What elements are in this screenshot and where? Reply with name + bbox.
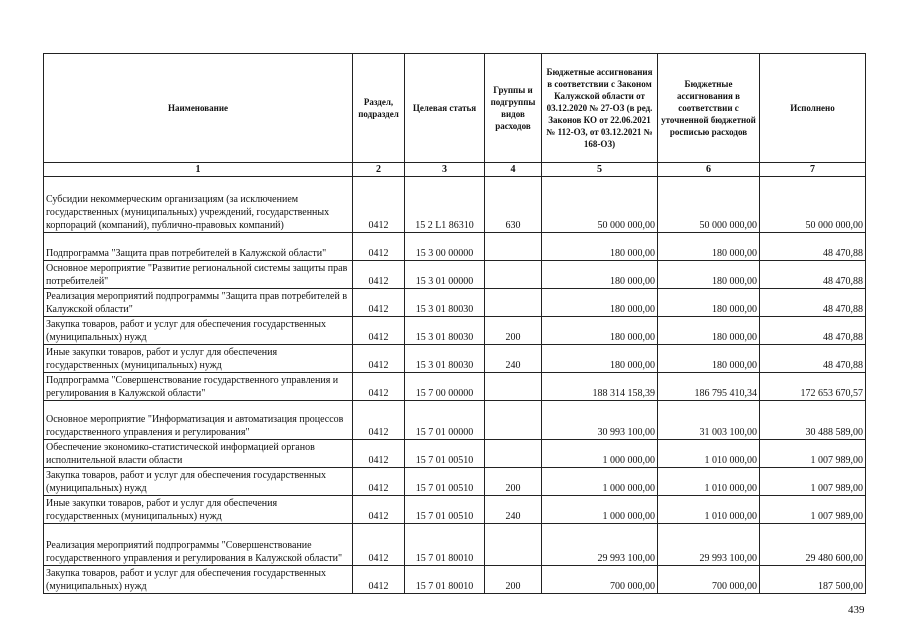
row-executed-amount: 48 470,88 — [760, 261, 866, 289]
row-article: 15 3 01 80030 — [405, 289, 485, 317]
row-section: 0412 — [353, 468, 405, 496]
column-number: 7 — [760, 163, 866, 177]
row-section: 0412 — [353, 317, 405, 345]
row-group — [485, 289, 542, 317]
row-section: 0412 — [353, 401, 405, 440]
row-group — [485, 524, 542, 566]
row-section: 0412 — [353, 440, 405, 468]
budget-table — [43, 53, 866, 594]
row-refined-amount: 180 000,00 — [658, 233, 760, 261]
row-name: Основное мероприятие "Развитие региональной системы защиты прав потребителей" — [44, 261, 353, 289]
row-article: 15 7 01 00510 — [405, 468, 485, 496]
row-group — [485, 440, 542, 468]
row-section: 0412 — [353, 496, 405, 524]
row-refined-amount: 186 795 410,34 — [658, 373, 760, 401]
row-group: 240 — [485, 496, 542, 524]
header-section: Раздел, подраздел — [353, 54, 405, 163]
row-law-amount: 50 000 000,00 — [542, 177, 658, 233]
row-executed-amount: 48 470,88 — [760, 317, 866, 345]
header-law: Бюджетные ассигнования в соответствии с Законом Калужской области от 03.12.2020 № 27-ОЗ (в ред. Законов КО от 22.06.2021 № 112-ОЗ, от 03.12.2021 № 168-ОЗ) — [542, 54, 658, 163]
row-executed-amount: 48 470,88 — [760, 233, 866, 261]
header-groups: Группы и подгруппы видов расходов — [485, 54, 542, 163]
row-name: Иные закупки товаров, работ и услуг для обеспечения государственных (муниципальных) нужд — [44, 496, 353, 524]
row-refined-amount: 700 000,00 — [658, 566, 760, 594]
row-refined-amount: 29 993 100,00 — [658, 524, 760, 566]
row-law-amount: 30 993 100,00 — [542, 401, 658, 440]
row-name: Реализация мероприятий подпрограммы "Защита прав потребителей в Калужской области" — [44, 289, 353, 317]
row-section: 0412 — [353, 233, 405, 261]
row-refined-amount: 1 010 000,00 — [658, 440, 760, 468]
page-number: 439 — [848, 604, 865, 616]
row-article: 15 7 01 00510 — [405, 496, 485, 524]
row-name: Закупка товаров, работ и услуг для обеспечения государственных (муниципальных) нужд — [44, 566, 353, 594]
row-group: 630 — [485, 177, 542, 233]
row-refined-amount: 50 000 000,00 — [658, 177, 760, 233]
row-executed-amount: 48 470,88 — [760, 289, 866, 317]
header-row — [44, 54, 866, 163]
row-executed-amount: 50 000 000,00 — [760, 177, 866, 233]
row-section: 0412 — [353, 345, 405, 373]
table-row — [44, 496, 866, 524]
row-group: 240 — [485, 345, 542, 373]
row-law-amount: 180 000,00 — [542, 261, 658, 289]
row-name: Закупка товаров, работ и услуг для обеспечения государственных (муниципальных) нужд — [44, 317, 353, 345]
row-section: 0412 — [353, 524, 405, 566]
row-refined-amount: 180 000,00 — [658, 317, 760, 345]
row-section: 0412 — [353, 177, 405, 233]
row-law-amount: 1 000 000,00 — [542, 496, 658, 524]
row-group: 200 — [485, 468, 542, 496]
row-executed-amount: 1 007 989,00 — [760, 468, 866, 496]
row-executed-amount: 30 488 589,00 — [760, 401, 866, 440]
row-name: Основное мероприятие "Информатизация и автоматизация процессов государственного управления и регулирования" — [44, 401, 353, 440]
row-group: 200 — [485, 317, 542, 345]
row-name: Подпрограмма "Защита прав потребителей в Калужской области" — [44, 233, 353, 261]
table-row — [44, 261, 866, 289]
row-group: 200 — [485, 566, 542, 594]
row-law-amount: 180 000,00 — [542, 233, 658, 261]
row-executed-amount: 1 007 989,00 — [760, 496, 866, 524]
row-name: Закупка товаров, работ и услуг для обеспечения государственных (муниципальных) нужд — [44, 468, 353, 496]
table-row — [44, 177, 866, 233]
row-executed-amount: 187 500,00 — [760, 566, 866, 594]
row-law-amount: 29 993 100,00 — [542, 524, 658, 566]
row-law-amount: 1 000 000,00 — [542, 440, 658, 468]
header-name: Наименование — [44, 54, 353, 163]
row-group — [485, 261, 542, 289]
row-article: 15 7 01 80010 — [405, 566, 485, 594]
column-number: 6 — [658, 163, 760, 177]
table-row — [44, 440, 866, 468]
row-article: 15 3 01 80030 — [405, 317, 485, 345]
row-refined-amount: 180 000,00 — [658, 261, 760, 289]
column-number: 3 — [405, 163, 485, 177]
row-name: Субсидии некоммерческим организациям (за исключением государственных (муниципальных) учреждений, государственных корпораций (компаний), публично-правовых компаний) — [44, 177, 353, 233]
header-executed: Исполнено — [760, 54, 866, 163]
row-name: Иные закупки товаров, работ и услуг для обеспечения государственных (муниципальных) нужд — [44, 345, 353, 373]
table-row — [44, 317, 866, 345]
row-law-amount: 700 000,00 — [542, 566, 658, 594]
row-section: 0412 — [353, 373, 405, 401]
row-article: 15 3 00 00000 — [405, 233, 485, 261]
row-executed-amount: 48 470,88 — [760, 345, 866, 373]
header-article: Целевая статья — [405, 54, 485, 163]
column-number: 5 — [542, 163, 658, 177]
row-section: 0412 — [353, 289, 405, 317]
row-name: Подпрограмма "Совершенствование государственного управления и регулирования в Калужской области" — [44, 373, 353, 401]
column-number-row — [44, 163, 866, 177]
row-refined-amount: 31 003 100,00 — [658, 401, 760, 440]
row-article: 15 7 01 80010 — [405, 524, 485, 566]
row-refined-amount: 180 000,00 — [658, 289, 760, 317]
row-section: 0412 — [353, 261, 405, 289]
column-number: 1 — [44, 163, 353, 177]
column-number: 4 — [485, 163, 542, 177]
table-row — [44, 524, 866, 566]
row-law-amount: 180 000,00 — [542, 317, 658, 345]
table-row — [44, 566, 866, 594]
row-article: 15 7 01 00000 — [405, 401, 485, 440]
row-group — [485, 401, 542, 440]
row-refined-amount: 180 000,00 — [658, 345, 760, 373]
row-refined-amount: 1 010 000,00 — [658, 496, 760, 524]
row-article: 15 3 01 00000 — [405, 261, 485, 289]
row-law-amount: 1 000 000,00 — [542, 468, 658, 496]
table-row — [44, 468, 866, 496]
column-number: 2 — [353, 163, 405, 177]
row-group — [485, 373, 542, 401]
table-row — [44, 345, 866, 373]
row-executed-amount: 172 653 670,57 — [760, 373, 866, 401]
row-refined-amount: 1 010 000,00 — [658, 468, 760, 496]
row-article: 15 3 01 80030 — [405, 345, 485, 373]
row-name: Обеспечение экономико-статистической информацией органов исполнительной власти области — [44, 440, 353, 468]
row-executed-amount: 29 480 600,00 — [760, 524, 866, 566]
row-law-amount: 180 000,00 — [542, 345, 658, 373]
row-law-amount: 188 314 158,39 — [542, 373, 658, 401]
table-row — [44, 373, 866, 401]
row-law-amount: 180 000,00 — [542, 289, 658, 317]
table-row — [44, 401, 866, 440]
row-article: 15 2 L1 86310 — [405, 177, 485, 233]
table-row — [44, 233, 866, 261]
row-name: Реализация мероприятий подпрограммы "Совершенствование государственного управления и регулирования в Калужской области" — [44, 524, 353, 566]
row-article: 15 7 00 00000 — [405, 373, 485, 401]
row-article: 15 7 01 00510 — [405, 440, 485, 468]
row-section: 0412 — [353, 566, 405, 594]
table-row — [44, 289, 866, 317]
row-executed-amount: 1 007 989,00 — [760, 440, 866, 468]
row-group — [485, 233, 542, 261]
header-refined: Бюджетные ассигнования в соответствии с уточненной бюджетной росписью расходов — [658, 54, 760, 163]
